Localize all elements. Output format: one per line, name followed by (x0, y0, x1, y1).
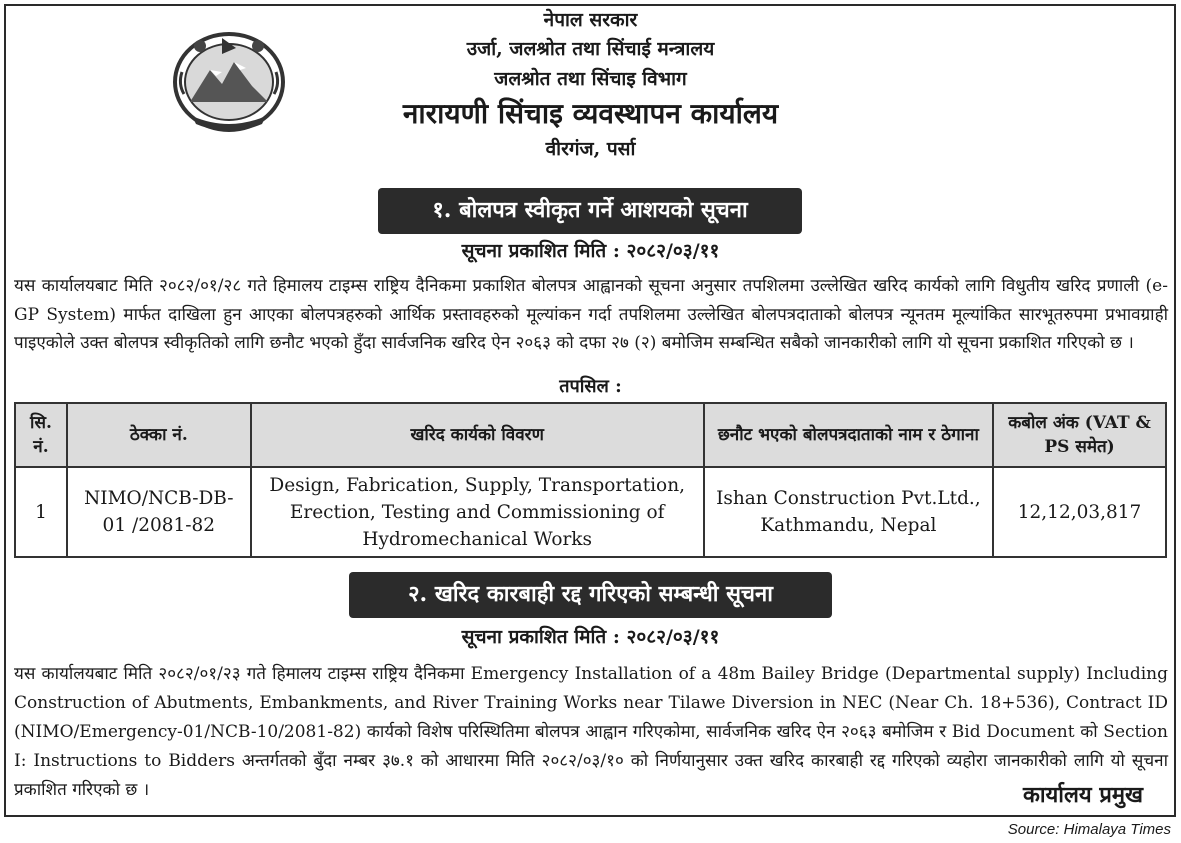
source-credit: Source: Himalaya Times (1007, 821, 1171, 838)
header-location: वीरगंज, पर्सा (545, 138, 636, 160)
notice2-body: यस कार्यालयबाट मिति २०८२/०१/२३ गते हिमालय टाइम्स राष्ट्रिय दैनिकमा Emergency Installation of a 48m Bailey Bridge (Departmental supply) Including Construction of Abutments, Embankments, and River Training Works near Tilawe Diversion in NEC (Near Ch. 18+536), Contract ID (NIMO/Emergency-01/NCB-10/2081-82) कार्यको विशेष परिस्थितिमा बोलपत्र आह्वान गरिएकोमा, सार्वजनिक खरिद ऐन २०६३ बमोजिम र Bid Document को Section I: Instructions to Bidders अन्तर्गतको बुँदा नम्बर ३७.१ को आधारमा मिति २०८२/०३/१० को निर्णयानुसार उक्त खरिद कारबाही रद्द गरिएको व्यहोरा जानकारीको लागि यो सूचना प्रकाशित गरिएको छ । (14, 664, 1168, 800)
bid-table (14, 402, 1167, 558)
notice1-body: यस कार्यालयबाट मिति २०८२/०१/२८ गते हिमालय टाइम्स राष्ट्रिय दैनिकमा प्रकाशित बोलपत्र आह्वानको सूचना अनुसार तपशिलमा उल्लेखित खरिद कार्यको लागि विधुतीय खरिद प्रणाली (e-GP System) मार्फत दाखिला हुन आएका बोलपत्रहरुको आर्थिक प्रस्तावहरुको मूल्यांकन गर्दा तपशिलमा उल्लेखित बोलपत्रदाताको बोलपत्र न्यूनतम मूल्यांकित सारभूतरुपमा प्रभावग्राही पाइएकोले उक्त बोलपत्र स्वीकृतिको लागि छनौट भएको हुँदा सार्वजनिक खरिद ऐन २०६३ को दफा २७ (२) बमोजिम सम्बन्धित सबैको जानकारीको लागि यो सूचना प्रकाशित गरिएको छ । (14, 276, 1168, 353)
cell-description: Design, Fabrication, Supply, Transportation, Erection, Testing and Commissioning of Hydromechanical Works (251, 467, 704, 557)
header-government: नेपाल सरकार (543, 9, 638, 31)
notice1-title: १. बोलपत्र स्वीकृत गर्ने आशयको सूचना (378, 188, 802, 234)
table-heading: तपसिल : (559, 376, 622, 397)
header-office: नारायणी सिंचाइ व्यवस्थापन कार्यालय (402, 97, 779, 130)
header-department: जलश्रोत तथा सिंचाइ विभाग (494, 68, 687, 90)
notice2-pubdate: सूचना प्रकाशित मिति : २०८२/०३/११ (461, 626, 720, 648)
cell-bidder: Ishan Construction Pvt.Ltd., Kathmandu, Nepal (704, 467, 993, 557)
header-ministry: उर्जा, जलश्रोत तथा सिंचाई मन्त्रालय (466, 38, 715, 60)
cell-serial: 1 (15, 467, 67, 557)
table-row (15, 467, 1166, 557)
office-header (0, 6, 1181, 164)
col-bidder: छनौट भएको बोलपत्रदाताको नाम र ठेगाना (704, 403, 993, 467)
signature: कार्यालय प्रमुख (1022, 782, 1143, 808)
col-serial: सि. नं. (15, 403, 67, 467)
col-contract-no: ठेक्का नं. (67, 403, 251, 467)
col-description: खरिद कार्यको विवरण (251, 403, 704, 467)
col-bid-amount: कबोल अंक (VAT & PS समेत) (993, 403, 1166, 467)
notice1-pubdate: सूचना प्रकाशित मिति : २०८२/०३/११ (461, 240, 720, 262)
bid-table-header-row (15, 403, 1166, 467)
notice2-title: २. खरिद कारबाही रद्द गरिएको सम्बन्धी सूचना (349, 572, 832, 618)
cell-contract-no: NIMO/NCB-DB-01 /2081-82 (67, 467, 251, 557)
cell-bid-amount: 12,12,03,817 (993, 467, 1166, 557)
